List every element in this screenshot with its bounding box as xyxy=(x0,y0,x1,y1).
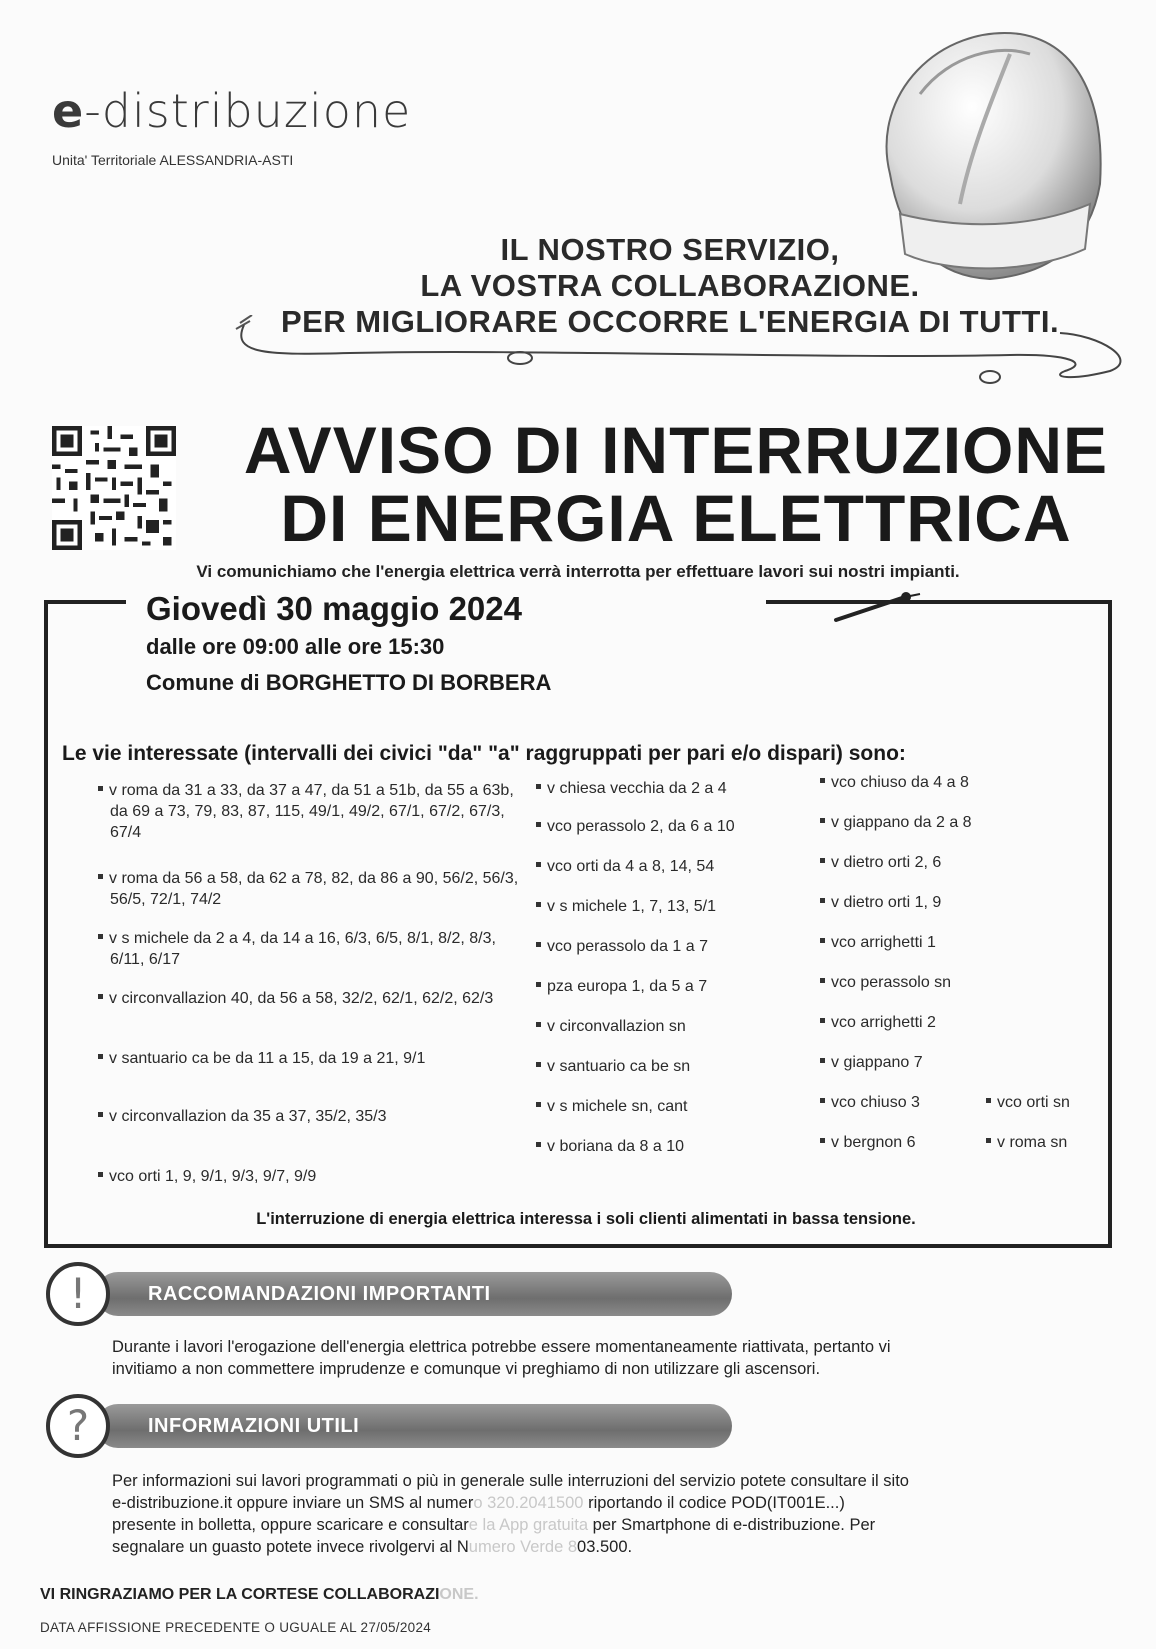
recommendations-text: Durante i lavori l'erogazione dell'energia elettrica potrebbe essere momentaneamente riattivata, pertanto vi invitiamo a non commettere imprudenze e comunque vi preghiamo di non utilizzare gli ascensori. xyxy=(112,1338,891,1378)
street-item: v circonvallazion da 35 a 37, 35/2, 35/3 xyxy=(98,1106,520,1127)
street-item: v s michele sn, cant xyxy=(536,1096,688,1117)
streets-heading: Le vie interessate (intervalli dei civici "da" "a" raggruppati per pari e/o dispari) sono: xyxy=(62,742,906,765)
unit-name: Unita' Territoriale ALESSANDRIA-ASTI xyxy=(52,152,294,168)
street-item: v s michele da 2 a 4, da 14 a 16, 6/3, 6/5, 8/1, 8/2, 8/3, 6/11, 6/17 xyxy=(98,928,520,970)
question-icon: ? xyxy=(46,1394,110,1458)
brand-logo: e-distribuzione xyxy=(52,84,412,138)
street-item: v bergnon 6 xyxy=(820,1132,916,1153)
street-item: vco orti 1, 9, 9/1, 9/3, 9/7, 9/9 xyxy=(98,1166,520,1187)
street-item: vco orti sn xyxy=(986,1092,1070,1113)
street-item: v s michele 1, 7, 13, 5/1 xyxy=(536,896,716,917)
slogan: IL NOSTRO SERVIZIO, LA VOSTRA COLLABORAZIONE. PER MIGLIORARE OCCORRE L'ENERGIA DI TUTTI. xyxy=(280,232,1060,339)
thanks-text: VI RINGRAZIAMO PER LA CORTESE COLLABORAZIONE. xyxy=(40,1586,479,1603)
intro-text: Vi comunichiamo che l'energia elettrica verrà interrotta per effettuare lavori sui nostri impianti. xyxy=(196,562,960,581)
street-item: v roma da 56 a 58, da 62 a 78, 82, da 86 a 90, 56/2, 56/3, 56/5, 72/1, 74/2 xyxy=(98,868,520,910)
street-item: v santuario ca be sn xyxy=(536,1056,690,1077)
recommendations-banner: RACCOMANDAZIONI IMPORTANTI xyxy=(96,1272,732,1316)
interruption-date: Giovedì 30 maggio 2024 xyxy=(146,590,522,627)
street-item: v dietro orti 1, 9 xyxy=(820,892,941,913)
street-item: v giappano 7 xyxy=(820,1052,923,1073)
posting-date: DATA AFFISSIONE PRECEDENTE O UGUALE AL 27/05/2024 xyxy=(40,1620,432,1635)
street-item: pza europa 1, da 5 a 7 xyxy=(536,976,707,997)
street-item: v roma sn xyxy=(986,1132,1067,1153)
street-item: vco orti da 4 a 8, 14, 54 xyxy=(536,856,714,877)
street-item: v circonvallazion 40, da 56 a 58, 32/2, 62/1, 62/2, 62/3 xyxy=(98,988,520,1009)
street-item: vco perassolo 2, da 6 a 10 xyxy=(536,816,735,837)
low-voltage-note: L'interruzione di energia elettrica interessa i soli clienti alimentati in bassa tensione. xyxy=(256,1210,916,1228)
street-item: vco arrighetti 1 xyxy=(820,932,936,953)
interruption-hours: dalle ore 09:00 alle ore 15:30 xyxy=(146,634,445,659)
qr-code xyxy=(52,426,176,550)
street-item: v santuario ca be da 11 a 15, da 19 a 21, 9/1 xyxy=(98,1048,530,1069)
street-item: vco arrighetti 2 xyxy=(820,1012,936,1033)
street-item: vco perassolo sn xyxy=(820,972,951,993)
notice-title: AVVISO DI INTERRUZIONE DI ENERGIA ELETTRICA xyxy=(243,413,1109,555)
pen-icon xyxy=(832,590,922,630)
street-item: v giappano da 2 a 8 xyxy=(820,812,972,833)
street-item: vco chiuso 3 xyxy=(820,1092,920,1113)
street-item: v boriana da 8 a 10 xyxy=(536,1136,684,1157)
street-item: v dietro orti 2, 6 xyxy=(820,852,941,873)
street-item: v chiesa vecchia da 2 a 4 xyxy=(536,778,727,799)
info-text: Per informazioni sui lavori programmati o più in generale sulle interruzioni del servizio potete consultare il sito e-distribuzione.it oppure inviare un SMS al numero 320.2041500 riportando il codice POD(IT001E...) presente in bolletta, oppure scaricare e consultare la App gratuita per Smartphone di e-distribuzione. Per segnalare un guasto potete invece rivolgervi al Numero Verde 803.500. xyxy=(112,1472,909,1556)
street-item: vco chiuso da 4 a 8 xyxy=(820,772,969,793)
info-banner: INFORMAZIONI UTILI xyxy=(96,1404,732,1448)
warning-icon: ! xyxy=(46,1262,110,1326)
plug-cable-icon xyxy=(230,315,1130,395)
street-item: vco perassolo da 1 a 7 xyxy=(536,936,708,957)
street-item: v roma da 31 a 33, da 37 a 47, da 51 a 51b, da 55 a 63b, da 69 a 73, 79, 83, 87, 115, 49/1, 49/2, 67/1, 67/2, 67/3, 67/4 xyxy=(98,780,520,843)
comune-name: Comune di BORGHETTO DI BORBERA xyxy=(146,670,552,695)
street-item: v circonvallazion sn xyxy=(536,1016,686,1037)
